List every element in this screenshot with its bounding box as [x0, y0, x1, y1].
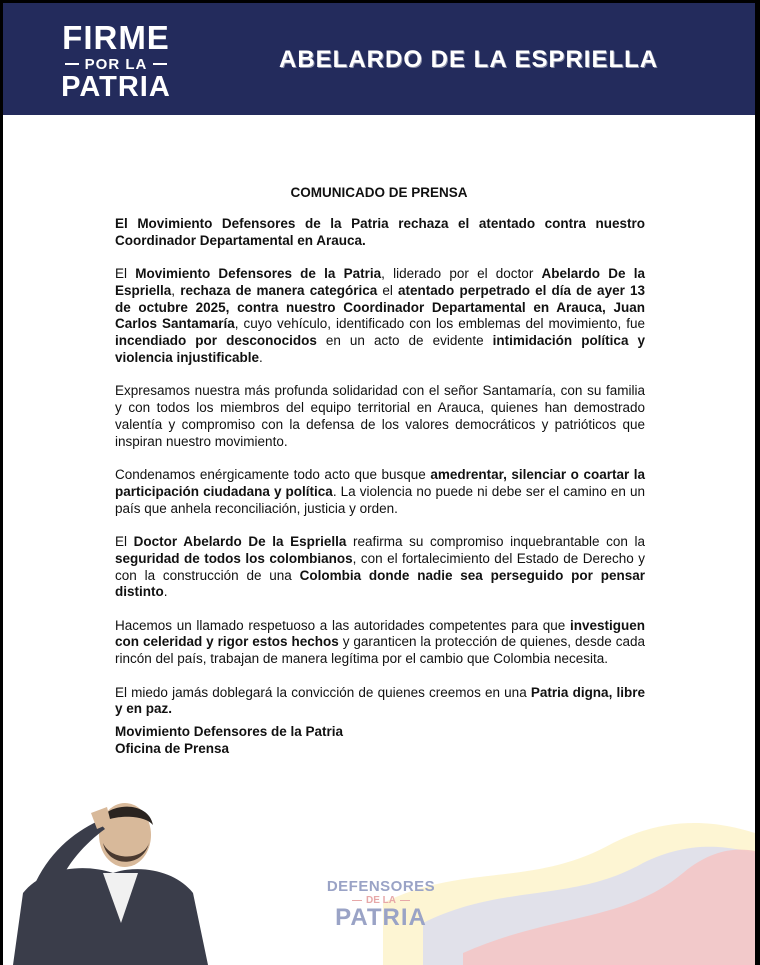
logo-line-patria: PATRIA: [61, 71, 171, 103]
bold-run: amedrentar, silenciar o coartar la participación ciudadana y política: [115, 467, 646, 499]
signature-office: Oficina de Prensa: [115, 741, 230, 756]
bold-run: Patria digna, libre y en paz.: [115, 684, 645, 717]
bold-run: seguridad de todos los colombianos: [115, 550, 353, 566]
header-candidate-name: ABELARDO DE LA ESPRIELLA: [279, 46, 659, 73]
saluting-person-photo: [3, 773, 233, 965]
header-banner: [3, 3, 755, 115]
text-run: ,: [171, 282, 181, 298]
headline-paragraph: [115, 216, 645, 250]
text-run: El miedo jamás doblegará la convicción de quienes creemos en una: [115, 684, 531, 700]
defensores-logo-line3: PATRIA: [335, 904, 427, 931]
paragraph-3: [115, 467, 645, 517]
text-run: en un acto de evidente: [316, 333, 493, 349]
text-run: y garanticen la protección de quienes, desde cada rincón del país, trabajan de manera legítima por el cambio que Colombia necesita.: [115, 634, 645, 667]
defensores-de-la: DE LA: [366, 895, 396, 906]
text-run: , cuyo vehículo, identificado con los emblemas del movimiento, fue: [234, 316, 645, 332]
text-run: .: [163, 584, 168, 600]
text-run: El: [115, 533, 134, 549]
text-run: .: [259, 350, 263, 366]
paragraph-1: [115, 266, 645, 367]
logo-line-firme: FIRME: [62, 19, 170, 56]
bold-run: rechaza de manera categórica: [180, 282, 378, 298]
bold-run: Doctor Abelardo De la Espriella: [133, 533, 347, 549]
logo-dash-right: [153, 63, 167, 65]
logo-por-la-text: POR LA: [84, 55, 148, 73]
defensores-dash-left: [352, 900, 362, 902]
bold-run: Abelardo De la Espriella: [115, 266, 645, 298]
bold-run: intimidación política y violencia injustificable: [115, 333, 645, 366]
bold-run: atentado perpetrado el día de ayer 13 de octubre 2025, contra nuestro Coordinador Departamental en Arauca, Juan Carlos Santamaría: [115, 282, 645, 332]
bold-run: incendiado por desconocidos: [115, 333, 317, 349]
bold-run: Colombia donde nadie sea perseguido por pensar distinto: [115, 567, 646, 600]
bold-run: investiguen con celeridad y rigor estos hechos: [115, 617, 645, 650]
paragraph-2: Expresamos nuestra más profunda solidaridad con el señor Santamaría, con su familia y con todos los miembros del equipo territorial en Arauca, quienes han demostrado valentía y compromiso con la defensa de los valores democráticos y patrióticos que inspiran nuestro movimiento.: [115, 383, 645, 449]
text-run: reafirma su compromiso inquebrantable con la: [346, 533, 645, 549]
text-run: , con el fortalecimiento del Estado de Derecho y con la construcción de una: [115, 550, 645, 583]
headline-text: El Movimiento Defensores de la Patria rechaza el atentado contra nuestro Coordinador Departamental en Arauca.: [115, 216, 645, 248]
document-title: COMUNICADO DE PRENSA: [290, 185, 468, 200]
paragraph-5: [115, 618, 645, 668]
signature-block: [115, 723, 343, 757]
defensores-logo-line1: DEFENSORES: [326, 878, 436, 895]
signature-org: Movimiento Defensores de la Patria: [115, 724, 344, 739]
logo-dash-left: [65, 63, 79, 65]
paragraph-4: [115, 534, 645, 601]
text-run: , liderado por el doctor: [381, 266, 542, 282]
defensores-logo: [323, 879, 439, 930]
text-run: Hacemos un llamado respetuoso a las autoridades competentes para que: [115, 617, 570, 633]
document-body: [115, 216, 645, 735]
text-run: El: [115, 266, 136, 282]
defensores-dash-right: [400, 900, 410, 902]
bold-run: Movimiento Defensores de la Patria: [135, 266, 382, 282]
text-run: el: [377, 282, 399, 298]
text-run: . La violencia no puede ni debe ser el camino en un país que anhela reconciliación, justicia y orden.: [115, 483, 645, 516]
paragraph-6: [115, 685, 645, 719]
text-run: Condenamos enérgicamente todo acto que busque: [115, 467, 431, 483]
press-release-page: [3, 3, 755, 965]
